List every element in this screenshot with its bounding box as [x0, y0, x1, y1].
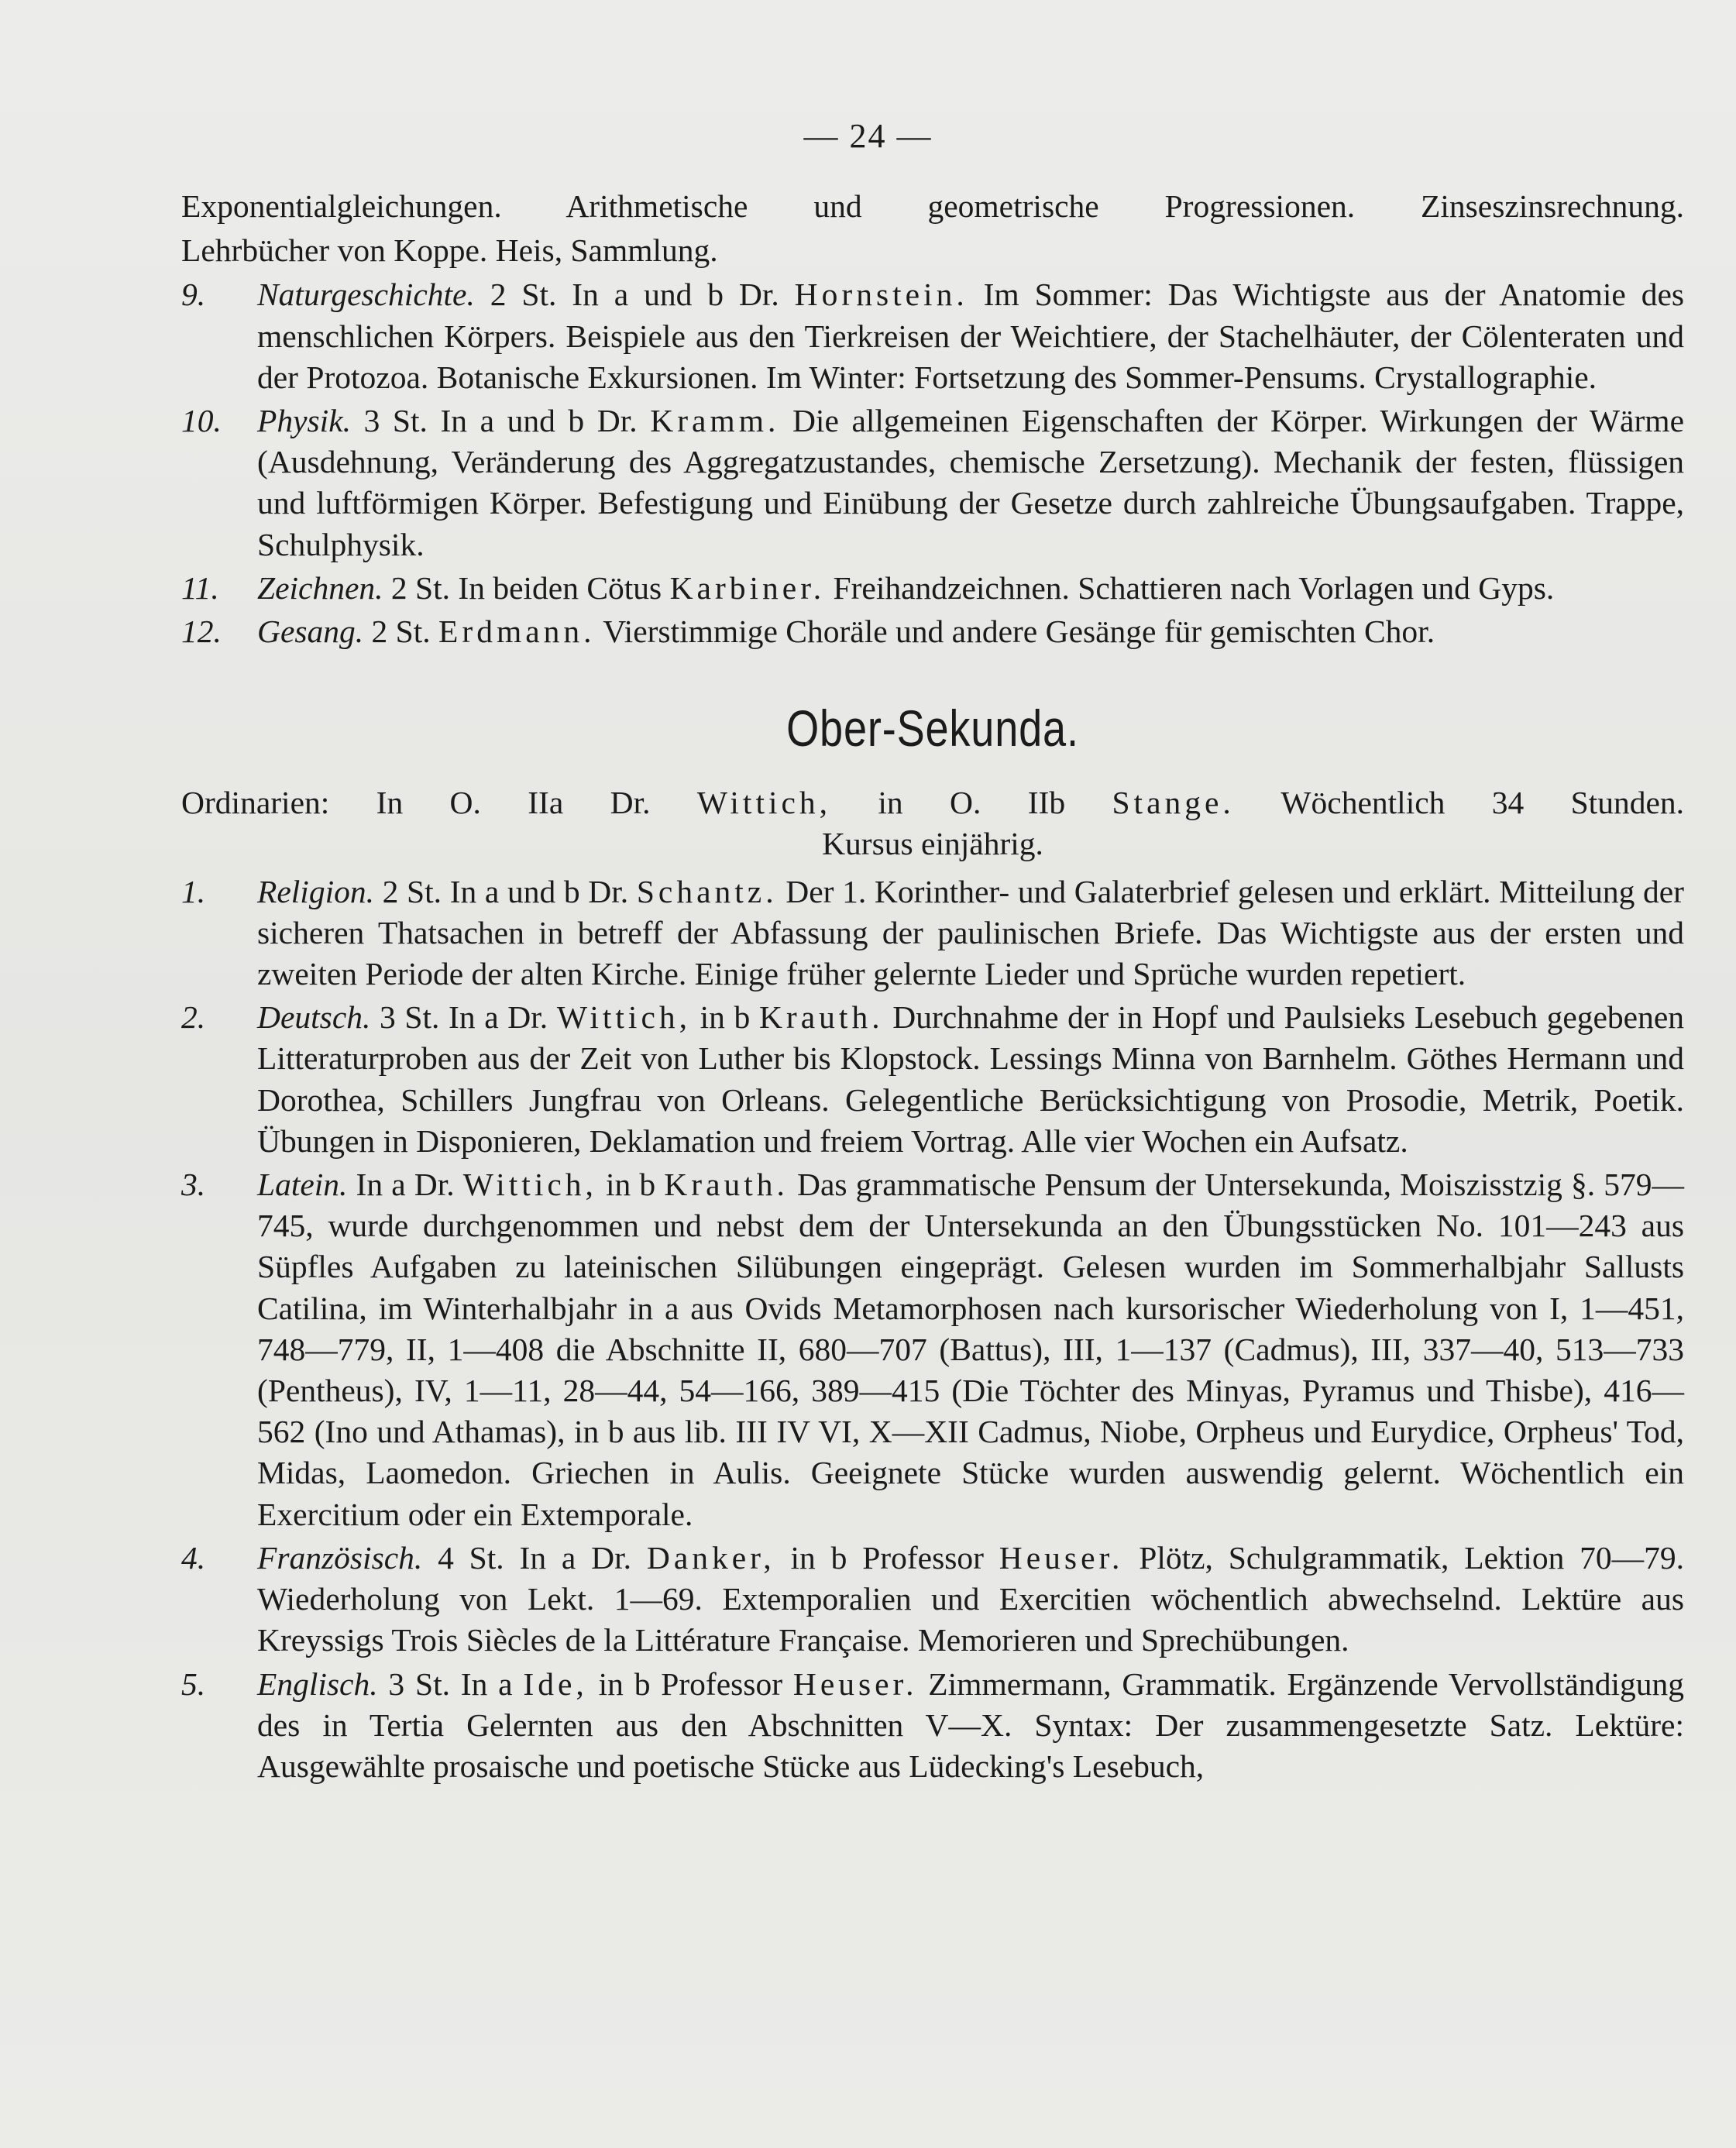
hours: 2 St.: [490, 277, 557, 313]
subject-item: [181, 1538, 1684, 1662]
subject-name: Gesang.: [257, 613, 364, 650]
subject-name: Religion.: [257, 873, 374, 909]
subject-item: [181, 997, 1684, 1162]
subject-item: [181, 1664, 1684, 1788]
item-number: 2.: [181, 999, 206, 1036]
teacher-name-2: Krauth.: [758, 999, 884, 1036]
teacher-name: Kramm.: [650, 403, 780, 439]
teacher-name: Erdmann.: [438, 613, 596, 650]
class-prefix-2: in b Professor: [598, 1665, 783, 1702]
teacher-name: Ide,: [523, 1665, 588, 1702]
item-text: Freihandzeichnen. Schattieren nach Vorlagen und Gyps.: [833, 569, 1555, 606]
page-body: [181, 186, 1684, 1789]
item-text: Zimmermann, Grammatik. Ergänzende Vervollständigung des in Tertia Gelernten aus den Abschnitten V—X. Syntax: Der zusammengesetzte Satz. Lektüre: Ausgewählte prosaische und poetische Stücke aus Lüdecking's Lesebuch,: [257, 1665, 1684, 1784]
hours: 4 St.: [438, 1539, 504, 1576]
subject-name: Naturgeschichte.: [257, 277, 475, 313]
ordinarien-line: [181, 782, 1684, 823]
hours: 2 St.: [371, 613, 431, 650]
ordinarien-class-2: in O. IIb: [878, 785, 1066, 821]
class-prefix: In a Dr.: [356, 1167, 455, 1203]
kursus-line: Kursus einjährig.: [822, 826, 1043, 862]
class-prefix: In a: [460, 1665, 513, 1702]
subject-name: Französisch.: [257, 1539, 423, 1576]
teacher-name: Schantz.: [636, 873, 778, 909]
item-text: Der 1. Korinther- und Galaterbrief gelesen und erklärt. Mitteilung der sicheren Thatsachen in betreff der Abfassung der paulinischen Briefe. Das Wichtigste aus der ersten und zweiten Periode der alten Kirche. Einige früher gelernte Lieder und Sprüche wurden repetiert.: [257, 873, 1685, 992]
ordinarien-name-1: Wittich,: [696, 785, 832, 821]
teacher-name-2: Heuser.: [792, 1665, 918, 1702]
subject-name: Deutsch.: [257, 999, 371, 1036]
subject-name: Englisch.: [257, 1665, 378, 1702]
subject-item: [181, 568, 1684, 609]
teacher-name-2: Heuser.: [999, 1539, 1124, 1576]
item-number: 1.: [181, 873, 206, 909]
class-prefix-2: in b: [700, 999, 751, 1036]
item-number: 11.: [181, 569, 219, 606]
hours: 3 St.: [388, 1665, 450, 1702]
item-text: Plötz, Schulgrammatik, Lektion 70—79. Wiederholung von Lekt. 1—69. Extemporalien und Exercitien wöchentlich abwechselnd. Lektüre aus Kreyssigs Trois Siècles de la Littérature Française. Memorieren und Sprechübungen.: [257, 1539, 1685, 1658]
class-prefix: In a Dr.: [519, 1539, 632, 1576]
item-text: Die allgemeinen Eigenschaften der Körper. Wirkungen der Wärme (Ausdehnung, Veränderung des Aggregatzustandes, chemische Zersetzung). Mechanik der festen, flüssigen und luftförmigen Körper. Befestigung und Einübung der Gesetze durch zahlreiche Übungsaufgaben. Trappe, Schulphysik.: [257, 403, 1684, 562]
class-prefix: In a und b Dr.: [449, 873, 629, 909]
item-text: Im Sommer: Das Wichtigste aus der Anatomie des menschlichen Körpers. Beispiele aus den Tierkreisen der Weichtiere, der Stachelhäuter, der Cölenteraten und der Protozoa. Botanische Exkursionen. Im Winter: Fortsetzung des Sommer-Pensums. Crystallographie.: [257, 277, 1685, 395]
subject-item: [181, 611, 1684, 652]
hours: 3 St.: [363, 403, 428, 439]
teacher-name: Danker,: [646, 1539, 775, 1576]
class-prefix: In a und b Dr.: [572, 277, 779, 313]
page-number: — 24 —: [803, 117, 933, 155]
teacher-name: Wittich,: [556, 999, 691, 1036]
subject-name: Physik.: [257, 403, 351, 439]
class-prefix-2: in b Professor: [790, 1539, 984, 1576]
subject-item: [181, 871, 1684, 995]
ordinarien-class-1: In O. IIa Dr.: [376, 785, 651, 821]
teacher-name: Hornstein.: [794, 277, 968, 313]
item-text: Durchnahme der in Hopf und Paulsieks Lesebuch gegebenen Litteraturproben aus der Zeit von Luther bis Klopstock. Lessings Minna von Barnhelm. Göthes Hermann und Dorothea, Schillers Jungfrau von Orleans. Gelegentliche Berücksichtigung von Prosodie, Metrik, Poetik. Übungen in Disponieren, Deklamation und freiem Vortrag. Alle vier Wochen ein Aufsatz.: [257, 999, 1685, 1159]
subject-item: [181, 274, 1684, 398]
item-text: Das grammatische Pensum der Untersekunda, Moiszisstzig §. 579—745, wurde durchgenommen und nebst dem der Untersekunda an den Übungsstücken No. 101—243 aus Süpfles Aufgaben zu lateinischen Silübungen eingeprägt. Gelesen wurden im Sommerhalbjahr Sallusts Catilina, im Winterhalbjahr in a aus Ovids Metamorphosen nach kursorischer Wiederholung von I, 1—451, 748—779, II, 1—408 die Abschnitte II, 680—707 (Battus), III, 1—137 (Cadmus), III, 337—40, 513—733 (Pentheus), IV, 1—11, 28—44, 54—166, 389—415 (Die Töchter des Minyas, Pyramus und Thisbe), 416—562 (Ino und Athamas), in b aus lib. III IV VI, X—XII Cadmus, Niobe, Orpheus und Eurydice, Orpheus' Tod, Midas, Laomedon. Griechen in Aulis. Geeignete Stücke wurden auswendig gelernt. Wöchentlich ein Exercitium oder ein Extemporale.: [257, 1167, 1685, 1532]
ordinarien-name-2: Stange.: [1112, 785, 1235, 821]
item-number: 5.: [181, 1665, 206, 1702]
subject-item: [181, 400, 1684, 565]
class-prefix: In beiden Cötus: [458, 569, 662, 606]
intro-line: Exponentialgleichungen. Arithmetische und geometrische Progressionen. Zinseszinsrechnung.: [181, 188, 1684, 224]
item-text: Vierstimmige Choräle und andere Gesänge für gemischten Chor.: [603, 613, 1435, 650]
subject-name: Latein.: [257, 1167, 348, 1203]
hours: 3 St.: [380, 999, 440, 1036]
teacher-name: Wittich,: [462, 1167, 597, 1203]
subject-name: Zeichnen.: [257, 569, 383, 606]
item-number: 9.: [181, 277, 206, 313]
hours: 2 St.: [390, 569, 450, 606]
teacher-name: Karbiner.: [669, 569, 826, 606]
item-number: 3.: [181, 1167, 206, 1203]
intro-line: Lehrbücher von Koppe. Heis, Sammlung.: [181, 232, 718, 269]
teacher-name-2: Krauth.: [664, 1167, 789, 1203]
ordinarien-label: Ordinarien:: [181, 785, 330, 821]
weekly-hours: Wöchentlich 34 Stunden.: [1281, 785, 1684, 821]
item-number: 12.: [181, 613, 222, 650]
class-prefix: In a und b Dr.: [440, 403, 638, 439]
hours: 2 St.: [382, 873, 442, 909]
section-heading: Ober-Sekunda.: [786, 699, 1079, 758]
class-prefix: In a Dr.: [449, 999, 548, 1036]
item-number: 10.: [181, 403, 222, 439]
item-number: 4.: [181, 1539, 206, 1576]
class-prefix-2: in b: [606, 1167, 656, 1203]
subject-item: [181, 1164, 1684, 1535]
